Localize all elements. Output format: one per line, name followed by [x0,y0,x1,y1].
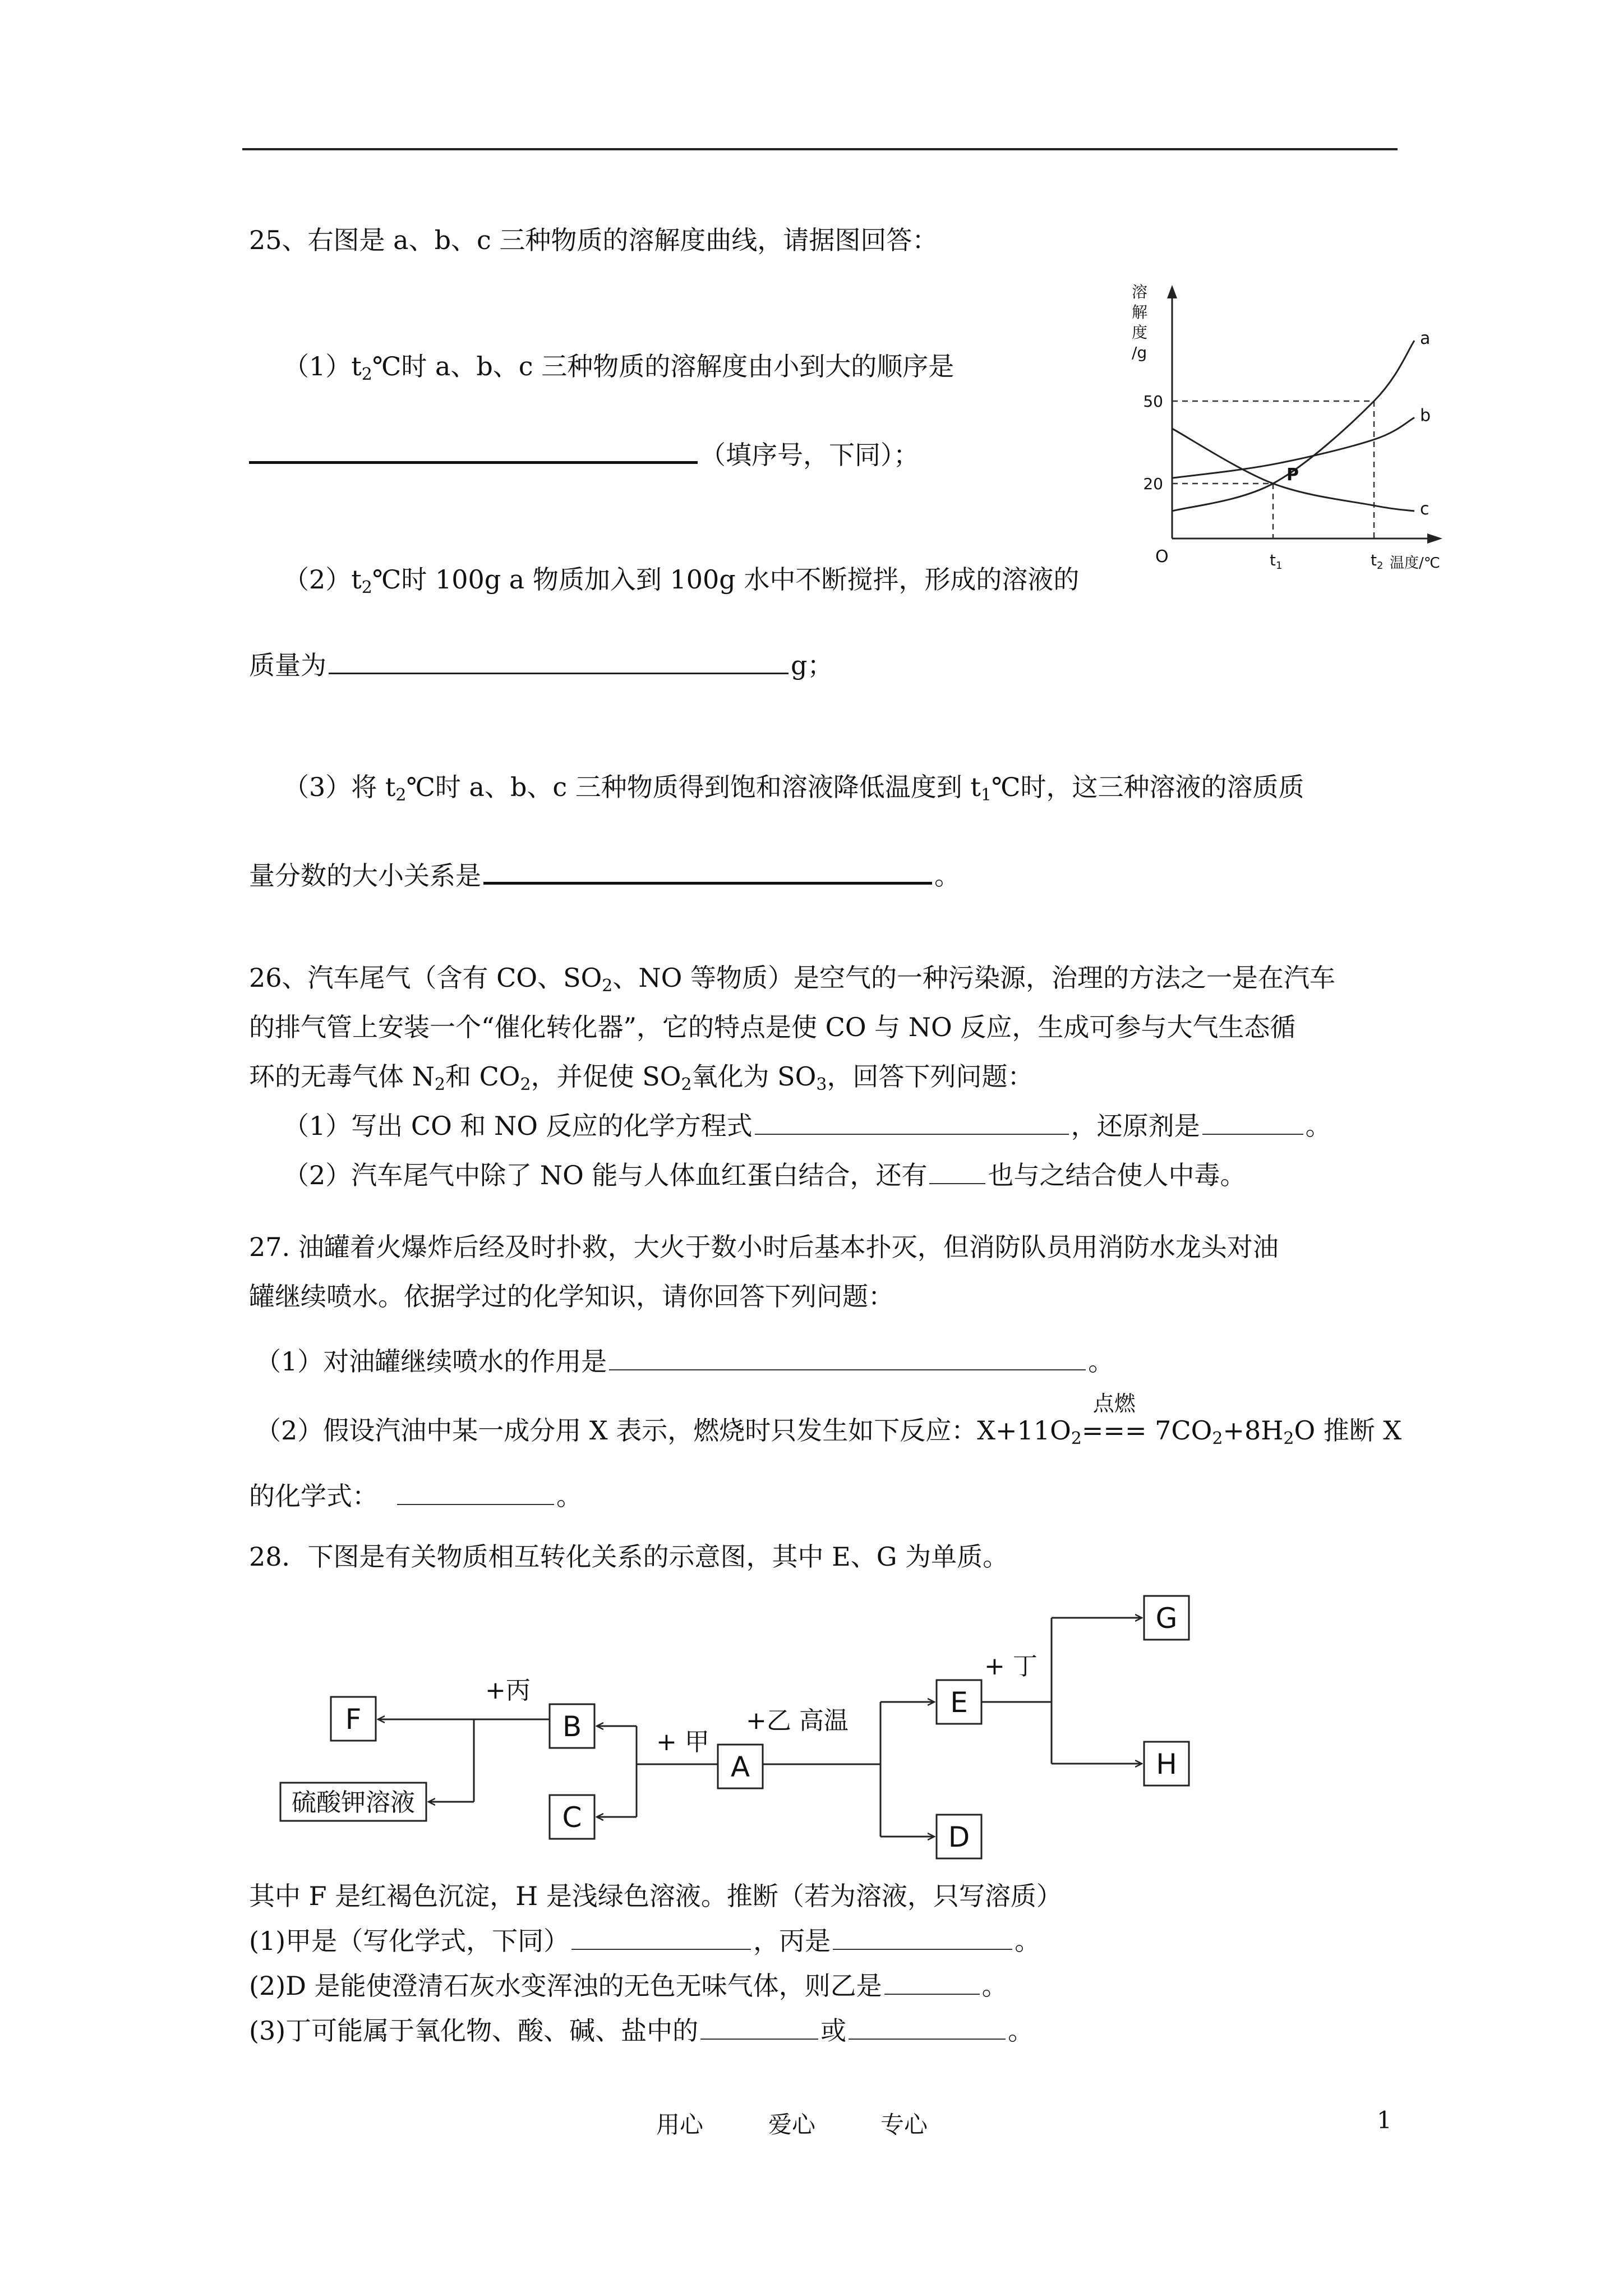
origin-label: O [1155,547,1169,567]
chart-labels [1132,283,1440,572]
y-label-char: /g [1132,343,1147,362]
answer-blank[interactable] [849,2015,1006,2040]
q26-part1: （1）写出 CO 和 NO 反应的化学方程式 ，还原剂是 。 [283,1111,1331,1141]
q27-part1: （1）对油罐继续喷水的作用是 。 [255,1346,1114,1377]
y-label-char: 溶 [1132,283,1148,301]
label-H: H [1156,1748,1177,1780]
q25-part3-answer: 量分数的大小关系是 。 [249,857,960,892]
label-G: G [1155,1602,1178,1635]
q27-part2-answer: 的化学式： 。 [249,1481,582,1511]
q28-part3: (3)丁可能属于氧化物、酸、碱、盐中的 或 。 [249,2016,1034,2046]
q28-stem: 28．下图是有关物质相互转化关系的示意图，其中 E、G 为单质。 [249,1542,1009,1572]
chart-series [1172,341,1414,511]
series-label-c: c [1420,499,1430,519]
q25-part2-answer: 质量为 g； [249,648,833,682]
header-rule [242,148,1398,150]
q25-part3: （3）将 $t_2℃$时 a、b、c 三种物质得到饱和溶液降低温度到 $t_1℃$时，这三种溶液的溶质质 [283,772,1304,805]
conversion-diagram [269,1582,1223,1874]
reagent-yi-high-temp: +乙 高温 [746,1706,849,1735]
q26-part2: （2）汽车尾气中除了 NO 能与人体血红蛋白结合，还有 也与之结合使人中毒。 [283,1160,1246,1190]
label-potassium-sulfate: 硫酸钾溶液 [292,1788,415,1817]
series-label-a: a [1420,329,1431,349]
y-label-char: 解 [1132,303,1148,321]
q27-line2: 罐继续喷水。依据学过的化学知识，请你回答下列问题： [249,1281,894,1312]
label-B: B [562,1710,582,1743]
q25-part1: $(1)t_2℃$时 a、b、c 三种物质的溶解度由小到大的顺序是 [283,351,955,384]
answer-blank[interactable] [329,648,789,674]
answer-blank[interactable] [397,1480,554,1505]
q26-line2: 的排气管上安装一个“催化转化器”，它的特点是使 CO 与 NO 反应，生成可参与大气生态循 [249,1012,1296,1042]
q27-part2: （2）假设汽油中某一成分用 X 表示，燃烧时只发生如下反应：$X+11O_2$ 点燃 === $7CO_2+8H_2O$ 推断 X [255,1391,1402,1448]
answer-blank[interactable] [700,2015,818,2040]
y-axis-arrow [1167,285,1177,298]
label-C: C [562,1801,582,1834]
x-axis-arrow [1427,533,1442,544]
guide-t1 [1172,484,1273,539]
answer-blank[interactable] [249,436,698,464]
solubility-chart [1122,275,1453,589]
q25-part1-answer: （填序号，下同）； [249,436,919,472]
q27-line1: 27. 油罐着火爆炸后经及时扑救，大火于数小时后基本扑灭，但消防队员用消防水龙头对油 [249,1232,1279,1262]
intersection-label: P [1287,465,1299,485]
q25-stem: 25、右图是 a、b、c 三种物质的溶解度曲线，请据图回答： [249,225,938,255]
q28-line1: 其中 F 是红褐色沉淀，H 是浅绿色溶液。推断（若为溶液，只写溶质） [249,1881,1062,1911]
answer-blank[interactable] [929,1159,985,1184]
reagent-jia: + 甲 [656,1728,709,1756]
reagent-bing: +丙 [485,1676,531,1705]
x-tick-label: $t_2$ [1371,551,1384,572]
q26-line1: 26、汽车尾气（含有 CO、$SO_2$、NO 等物质）是空气的一种污染源，治理的方法之一是在汽车 [249,963,1335,996]
label-A: A [730,1751,750,1783]
q25-part2: $(2)t_2℃$时 100g a 物质加入到 100g 水中不断搅拌，形成的溶液的 [283,564,1080,597]
y-label-char: 度 [1132,323,1148,342]
q28-part1: (1)甲是（写化学式，下同） ，丙是 。 [249,1926,1041,1956]
reaction-condition: 点燃 === [1081,1391,1147,1446]
series-a [1172,341,1414,511]
x-tick-label: $t_1$ [1270,551,1283,572]
footer-word-2: 爱心 [768,2111,816,2138]
label-F: F [345,1703,362,1736]
answer-blank[interactable] [609,1346,1086,1370]
page-number: 1 [1377,2106,1392,2134]
answer-blank[interactable] [755,1110,1069,1135]
x-axis-label: 温度/℃ [1390,555,1440,572]
answer-blank[interactable] [1202,1110,1303,1135]
answer-blank[interactable] [884,1970,980,1995]
y-tick-label: 50 [1143,392,1163,411]
answer-blank[interactable] [571,1925,751,1950]
label-E: E [950,1686,968,1719]
y-tick-label: 20 [1143,475,1163,493]
label-D: D [948,1821,970,1853]
q26-line3: 环的无毒气体 $N_2$和 $CO_2$，并促使 $SO_2$氧化为 $SO_3$，回答下列问题： [249,1061,1034,1094]
series-label-b: b [1420,406,1431,426]
q28-part2: (2)D 是能使澄清石灰水变浑浊的无色无味气体，则乙是 。 [249,1971,1008,2001]
footer-word-1: 用心 [656,2111,704,2138]
reagent-ding: + 丁 [984,1652,1038,1681]
answer-blank[interactable] [833,1925,1012,1950]
footer-word-3: 专心 [880,2111,928,2138]
answer-blank[interactable] [483,857,932,885]
chart-guides [1172,401,1374,539]
